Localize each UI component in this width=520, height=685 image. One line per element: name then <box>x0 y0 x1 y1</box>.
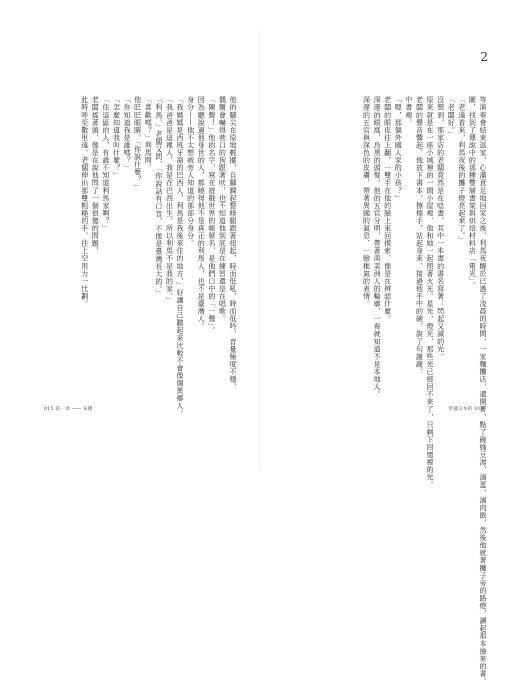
paragraph: 「嗯，那個外國人家的小孩？」 <box>394 96 403 202</box>
page-footer: 穿越日本的 016 <box>448 407 484 412</box>
paragraph: 「我媽媽是西班牙裔的巴西人，利馬是我後來住的地方，」好讓自己聽起來比較不會像個異鄉人。 <box>176 96 185 418</box>
paragraph: 圖，找到了傳說中的那種雙層書架與烘焙材料店「電光」。 <box>468 96 477 289</box>
paragraph: 偶爾會嚇得巷口的狗跟著吠，也不知道他到底是在練習還是在唱歌。 <box>218 96 227 323</box>
right-page <box>260 0 520 685</box>
paragraph: 此時呼至數里遠，老闆伸出那雙粗糙的手，往上空用力一比劃。 <box>80 96 89 308</box>
paragraph: 「利馬，」老闆又問，「你說話有口音，不像是臺灣長大的。」 <box>154 96 163 297</box>
paragraph: 「怎麼知道我叫什麼？」 <box>112 96 121 180</box>
paragraph: 他眨眨眼睛，「你說什麼？」 <box>133 96 142 191</box>
left-page <box>0 0 260 500</box>
paragraph: 身分——他不太想被旁人知道的那部分身分。 <box>186 96 195 247</box>
paragraph: 「住這區的人，有誰不知道利馬家啊？」 <box>101 96 110 232</box>
page-footer: 015 第一章 ─── 朱槿 <box>44 407 93 412</box>
paragraph: 老闆的聲音響起。他放下書本，擦擦手，站起身來，接過他手中的碗，說了句謝謝。 <box>415 96 424 376</box>
paragraph: 「喜歡嗎？」利馬問。 <box>144 96 153 172</box>
paragraph: 「我爸爸是這裡人，我是在巴西出生，所以利馬不是我的家。」 <box>165 96 174 304</box>
chapter-number: 2 <box>480 50 488 64</box>
paragraph: 「老遠看來，利馬夜後的攤子燈亮起來了。」 <box>457 96 466 244</box>
paragraph: 「陳聲！」他的名字，寫在遊戲世界的帳號名，是他們口中的「一聲」。 <box>207 96 216 335</box>
paragraph: 因為聽說過他身世的人，都曉得他不是真正的利馬人，也不是臺灣人。 <box>197 96 206 331</box>
paragraph: 等演奏會結束返家，心滿意足地回家之後，利馬夜醒於已過了凌晨的時間，一家麵攤店，還開著，點了碗綠豆湯、滷蛋、滷肉飯，然後他就著攤子旁的路燈，讀起那本撿來的書。 <box>479 96 487 685</box>
paragraph: 沒想到，那家店的老闆竟然是在唸書，其中一本書的書名寫著：閃起又滅的光。 <box>436 96 445 361</box>
paragraph: 原來就是在一座小城裡的一間小屋裡，他和她一起照著火光、星光、燈光，那些光已經回不來了，只剩下回憶裡的光。 <box>426 96 435 489</box>
paragraph: 「你知道我是誰嗎？」 <box>123 96 132 172</box>
paragraph: 深邃的眼窩，烏黑的頭髮，他的五官分明，帶著南美洲人的輪廓，一看就知道不是本地人。 <box>373 96 382 398</box>
paragraph: 他的腳尖在原地輕擺，自腳踝起整條腿跟著扭起，時而低吼，時而低吟，音量極度不穩， <box>229 96 237 391</box>
paragraph: 中書裡。 <box>404 96 413 127</box>
paragraph: 「老闆好。」 <box>447 96 456 138</box>
paragraph: 老闆搖著頭，像是在說他問了一個很傻的問題， <box>91 96 100 255</box>
paragraph: 老闆的眼皮往上翻，一雙手在他的臉上來回摸索，像是在辨認什麼。 <box>383 96 392 323</box>
paragraph: 深邃的五官與深色的皮膚，帶著異國的氣息，一臉稚氣的表情。 <box>362 96 371 308</box>
